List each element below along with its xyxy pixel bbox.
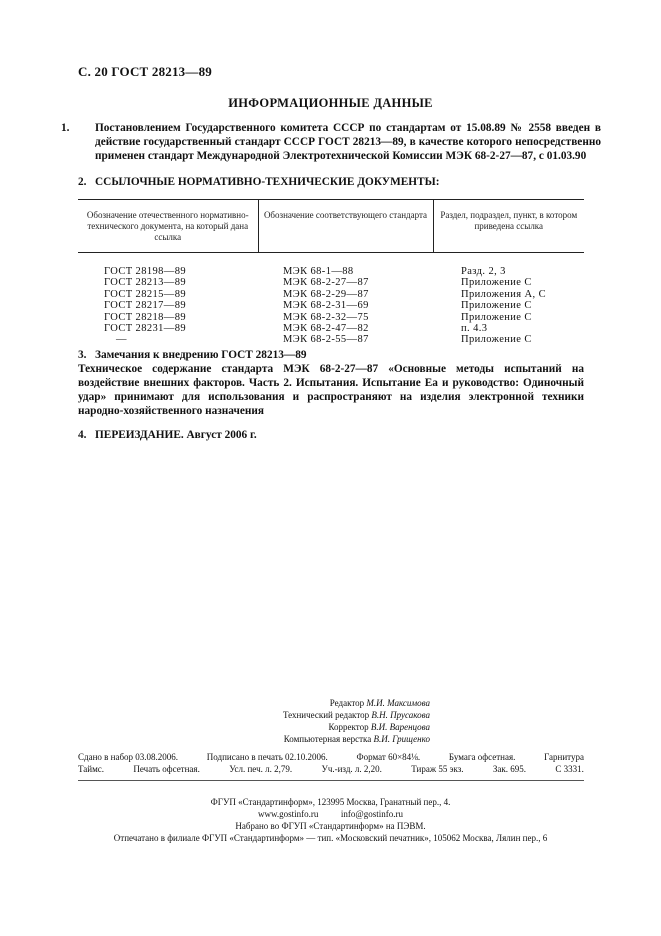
table-row bbox=[78, 277, 584, 288]
table-row bbox=[78, 312, 584, 323]
cell-gost: ГОСТ 28218—89 bbox=[104, 311, 187, 323]
cell-iec: МЭК 68-2-47—82 bbox=[283, 323, 369, 335]
credit-name: М.И. Максимова bbox=[366, 698, 430, 708]
table-row bbox=[78, 300, 584, 311]
pub-field: Бумага офсетная. bbox=[448, 752, 516, 762]
table-row bbox=[78, 323, 584, 334]
credit-line bbox=[190, 733, 430, 745]
credit-role: Компьютерная верстка bbox=[283, 734, 372, 744]
table-row bbox=[78, 253, 584, 278]
cell-gost: — bbox=[116, 334, 127, 346]
cell-iec: МЭК 68-2-55—87 bbox=[283, 334, 369, 346]
cell-iec: МЭК 68-2-27—87 bbox=[283, 277, 369, 289]
divider bbox=[78, 780, 584, 781]
pub-field: Печать офсетная. bbox=[133, 763, 200, 774]
footer-line: Набрано во ФГУП «Стандартинформ» на ПЭВМ. bbox=[235, 821, 426, 831]
pub-field: Формат 60×84⅛. bbox=[356, 752, 421, 762]
column-header-section: Раздел, подраздел, пункт, в котором приведена ссылка bbox=[433, 200, 584, 253]
cell-gost: ГОСТ 28198—89 bbox=[104, 266, 187, 277]
cell-gost: ГОСТ 28213—89 bbox=[104, 277, 187, 289]
document-title: ИНФОРМАЦИОННЫЕ ДАННЫЕ bbox=[228, 96, 433, 110]
section-2-number: 2. bbox=[78, 176, 87, 188]
pub-field: Гарнитура bbox=[544, 752, 584, 762]
pub-field: Усл. печ. л. 2,79. bbox=[229, 763, 293, 774]
pub-field: Подписано в печать 02.10.2006. bbox=[206, 752, 328, 762]
credit-role: Редактор bbox=[329, 698, 365, 708]
credit-role: Корректор bbox=[328, 722, 369, 732]
section-1-number: 1. bbox=[61, 122, 70, 134]
publication-info-line-1 bbox=[78, 752, 584, 764]
section-4-text: ПЕРЕИЗДАНИЕ. Август 2006 г. bbox=[95, 429, 257, 441]
cell-iec: МЭК 68-1—88 bbox=[283, 266, 354, 277]
section-2-title: ССЫЛОЧНЫЕ НОРМАТИВНО-ТЕХНИЧЕСКИЕ ДОКУМЕНТЫ: bbox=[95, 176, 440, 188]
section-3-heading bbox=[78, 348, 584, 362]
section-3-number: 3. bbox=[78, 349, 87, 361]
cell-section: Приложение С bbox=[461, 334, 532, 346]
section-3-text: Техническое содержание стандарта МЭК 68-2-27—87 «Основные методы испытаний на воздействие внешних факторов. Часть 2. Испытания. Испытание Еа и руководство: Одиночный удар» принимают для использования и распространяют на изделия электронной техники народно-хозяйственного назначения bbox=[78, 363, 584, 417]
cell-section: Разд. 2, 3 bbox=[461, 266, 506, 277]
credit-name: В.Н. Прусакова bbox=[371, 710, 430, 720]
credit-name: В.И. Варенцова bbox=[370, 722, 430, 732]
table-header-row bbox=[78, 200, 584, 253]
cell-gost: ГОСТ 28217—89 bbox=[104, 300, 187, 312]
table-row bbox=[78, 289, 584, 300]
credit-name: В.И. Грищенко bbox=[373, 734, 430, 744]
section-4 bbox=[78, 428, 584, 442]
cell-section: Приложение С bbox=[461, 277, 532, 289]
cell-iec: МЭК 68-2-32—75 bbox=[283, 311, 369, 323]
credit-line bbox=[190, 697, 430, 709]
cell-section: Приложение С bbox=[461, 311, 532, 323]
pub-field: Таймс. bbox=[78, 763, 105, 774]
pub-field: Сдано в набор 03.08.2006. bbox=[78, 752, 179, 762]
publication-info-line-2 bbox=[78, 764, 584, 776]
section-3-title: Замечания к внедрению ГОСТ 28213—89 bbox=[95, 349, 307, 361]
page-header: С. 20 ГОСТ 28213—89 bbox=[78, 64, 212, 79]
credit-role: Технический редактор bbox=[282, 710, 370, 720]
footer-line: ФГУП «Стандартинформ», 123995 Москва, Гранатный пер., 4. bbox=[210, 797, 451, 807]
section-1-text: Постановлением Государственного комитета СССР по стандартам от 15.08.89 № 2558 введен в действие государственный стандарт СССР ГОСТ 28213—89, в качестве которого непосредственно применен стандарт Международной Электротехнической Комиссии МЭК 68-2-27—87, с 01.03.90 bbox=[95, 122, 601, 162]
footer-line: www.gostinfo.ru info@gostinfo.ru bbox=[258, 809, 403, 819]
section-3 bbox=[78, 348, 584, 418]
cell-gost: ГОСТ 28215—89 bbox=[104, 288, 187, 300]
credit-line bbox=[190, 709, 430, 721]
credit-line bbox=[190, 721, 430, 733]
cell-section: п. 4.3 bbox=[461, 323, 488, 335]
cell-iec: МЭК 68-2-31—69 bbox=[283, 300, 369, 312]
cell-section: Приложения А, С bbox=[461, 288, 546, 300]
credits-block bbox=[190, 697, 430, 745]
section-2-heading bbox=[78, 175, 584, 189]
section-1 bbox=[61, 121, 601, 163]
cell-gost: ГОСТ 28231—89 bbox=[104, 323, 187, 335]
section-4-number: 4. bbox=[78, 429, 87, 441]
table-row bbox=[78, 334, 584, 345]
cell-iec: МЭК 68-2-29—87 bbox=[283, 288, 369, 300]
references-table bbox=[78, 199, 584, 346]
column-header-standard: Обозначение соответствующего стандарта bbox=[258, 200, 433, 253]
pub-field: Тираж 55 экз. bbox=[411, 763, 464, 774]
column-header-domestic-doc: Обозначение отечественного нормативно-технического документа, на который дана ссылка bbox=[86, 210, 249, 242]
publication-info bbox=[78, 752, 584, 775]
pub-field: Уч.-изд. л. 2,20. bbox=[321, 763, 382, 774]
footer-block bbox=[0, 796, 661, 844]
pub-field: С 3331. bbox=[555, 763, 584, 774]
footer-line: Отпечатано в филиале ФГУП «Стандартинформ» — тип. «Московский печатник», 105062 Москва, Лялин пер., 6 bbox=[113, 833, 548, 843]
pub-field: Зак. 695. bbox=[492, 763, 527, 774]
cell-section: Приложение С bbox=[461, 300, 532, 312]
